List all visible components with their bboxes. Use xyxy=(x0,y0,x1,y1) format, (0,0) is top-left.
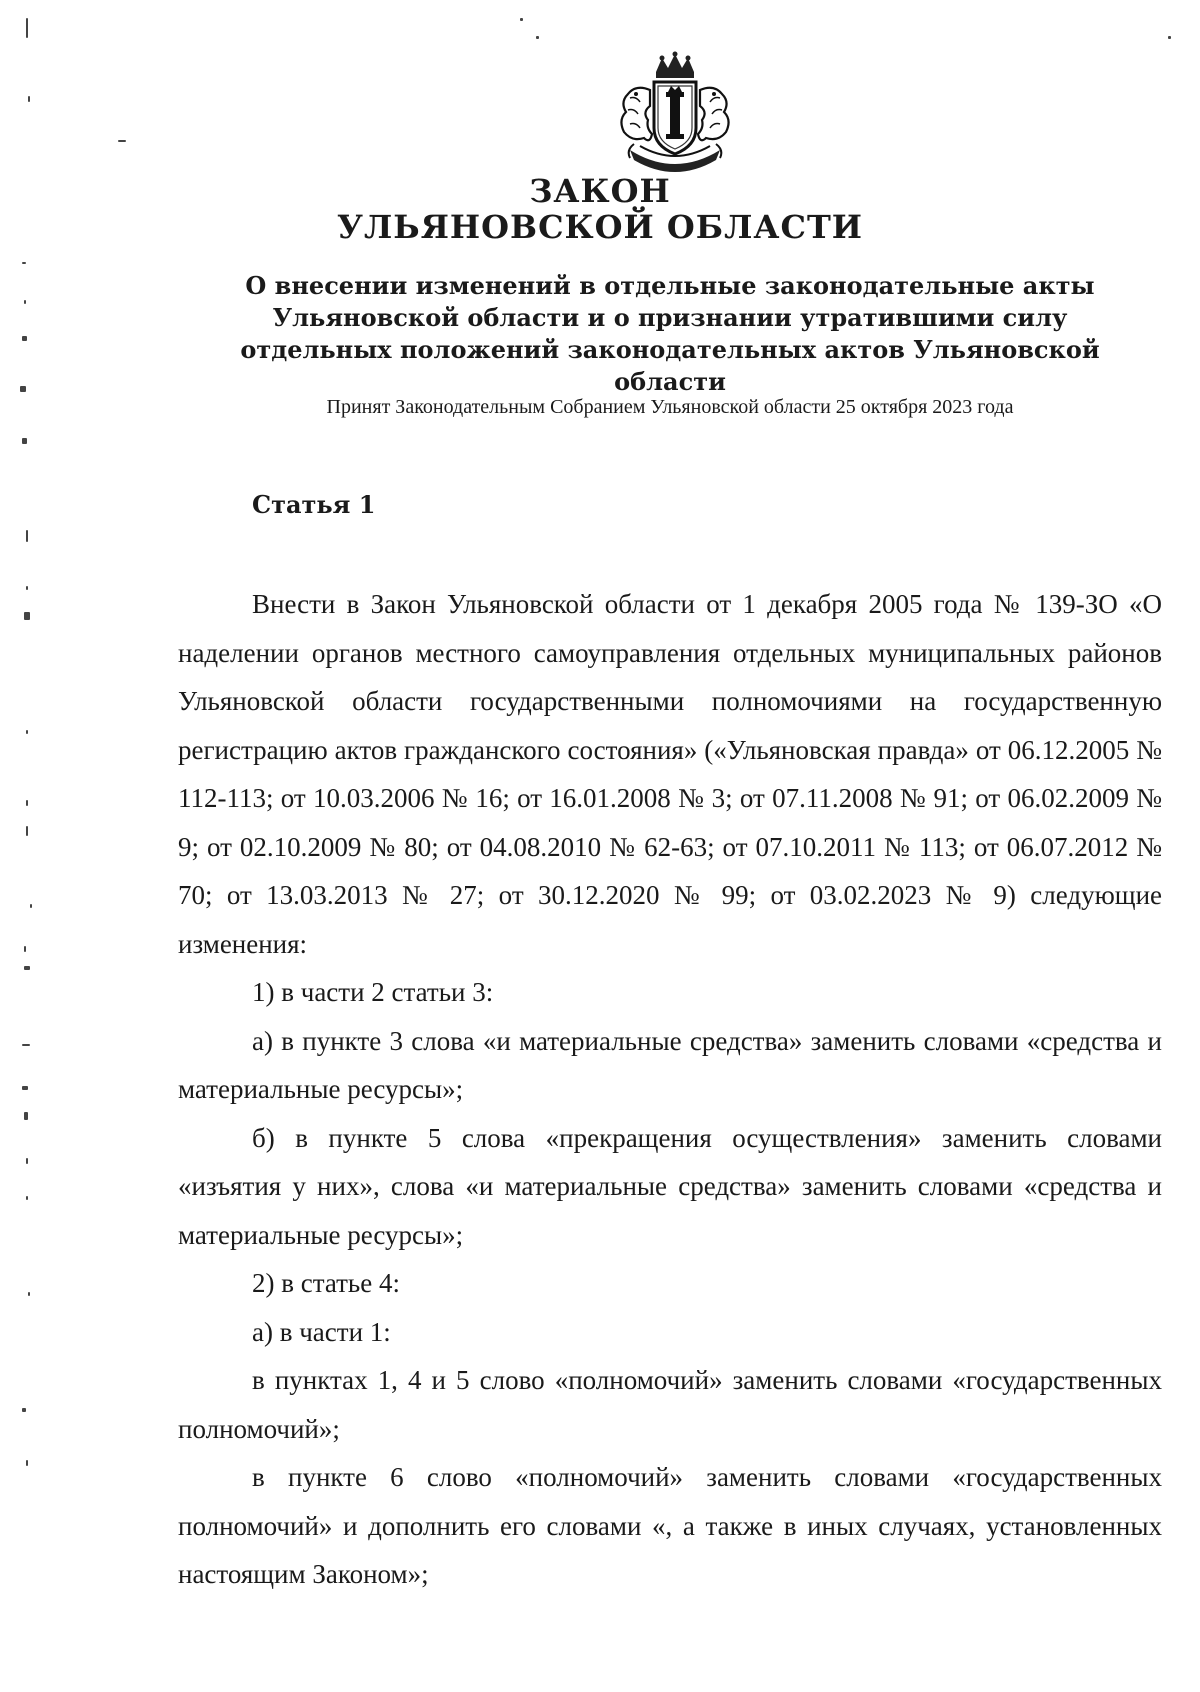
paragraph: а) в части 1: xyxy=(252,1316,391,1347)
document-title-line1: ЗАКОН xyxy=(529,172,671,210)
paragraph: 2) в статье 4: xyxy=(252,1268,400,1298)
paragraph: Внести в Закон Ульяновской области от 1 декабря 2005 года № 139-ЗО «О наделении органов местного самоуправления отдельных муниципальных районов Ульяновской области государственными полномочиями на государственную регистрацию актов гражданского состояния» («Ульяновская правда» от 06.12.2005 № 112-113; от 10.03.2006 № 16; от 16.01.2008 № 3; от 07.11.2008 № 91; от 06.02.2009 № 9; от 02.10.2009 № 80; от 04.08.2010 № 62-63; от 07.10.2011 № 113; от 06.07.2012 № 70; от 13.03.2013 № 27; от 30.12.2020 № 99; от 03.02.2023 № 9) следующие изменения: xyxy=(178,589,1162,959)
document-title-line2: УЛЬЯНОВСКОЙ ОБЛАСТИ xyxy=(337,208,863,246)
adoption-note: Принят Законодательным Собранием Ульяновской области 25 октября 2023 года xyxy=(326,396,1014,418)
document-subtitle: О внесении изменений в отдельные законодательные акты Ульяновской области и о признании утратившими силу отдельных положений законодательных актов Ульяновской области xyxy=(240,271,1100,396)
paragraph: б) в пункте 5 слова «прекращения осуществления» заменить словами «изъятия у них», слова «и материальные средства» заменить словами «средства и материальные ресурсы»; xyxy=(178,1122,1162,1250)
paragraph: 1) в части 2 статьи 3: xyxy=(252,977,494,1007)
article-body xyxy=(178,580,1162,1599)
paragraph: в пункте 6 слово «полномочий» заменить словами «государственных полномочий» и дополнить его словами «, а также в иных случаях, установленных настоящим Законом»; xyxy=(178,1462,1162,1589)
paragraph: в пунктах 1, 4 и 5 слово «полномочий» заменить словами «государственных полномочий»; xyxy=(178,1365,1162,1444)
article-heading: Статья 1 xyxy=(252,490,376,519)
paragraph: а) в пункте 3 слова «и материальные средства» заменить словами «средства и материальные ресурсы»; xyxy=(178,1025,1162,1104)
ulyanovsk-coat-of-arms-icon xyxy=(606,50,744,180)
